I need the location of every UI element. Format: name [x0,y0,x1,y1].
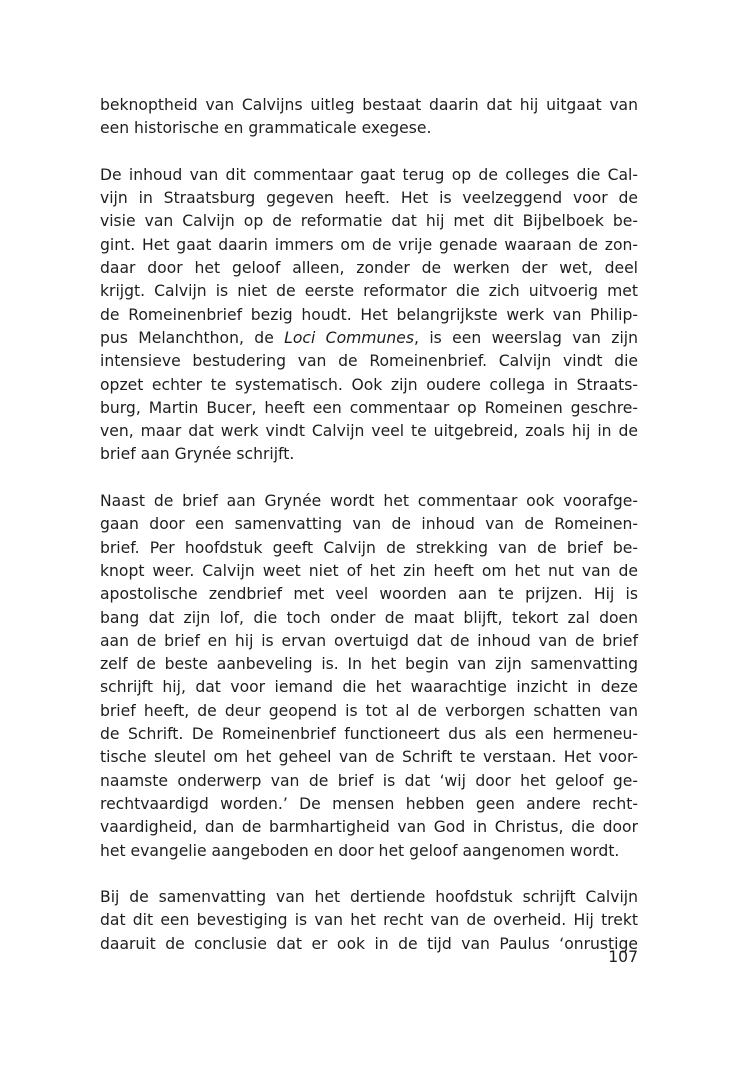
paragraphs [100,94,638,956]
text-segment: opzet echter te systematisch. Ook zijn oudere collega in Straats- [100,375,638,394]
text-segment: de Schrift. De Romeinenbrief functioneert dus als een hermeneu- [100,725,638,744]
text-line [100,840,638,863]
paragraph [100,94,638,141]
text-segment: tische sleutel om het geheel van de Schrift te verstaan. Het voor- [100,748,638,767]
text-segment: Naast de brief aan Grynée wordt het commentaar ook voorafge- [100,492,638,511]
text-segment: krijgt. Calvijn is niet de eerste reformator die zich uitvoerig met [100,282,638,301]
text-segment: ven, maar dat werk vindt Calvijn veel te uitgebreid, zoals hij in de [100,422,638,441]
text-segment: intensieve bestudering van de Romeinenbrief. Calvijn vindt die [100,352,638,371]
text-segment: daaruit de conclusie dat er ook in de tijd van Paulus ‘onrustige [100,934,638,953]
text-line [100,770,638,793]
text-segment: gaan door een samenvatting van de inhoud van de Romeinen- [100,515,638,534]
text-segment: rechtvaardigd worden.’ De mensen hebben geen andere recht- [100,794,638,813]
text-segment: knopt weer. Calvijn weet niet of het zin heeft om het nut van de [100,561,638,580]
paragraph [100,164,638,467]
text-segment: brief heeft, de deur geopend is tot al de verborgen schatten van [100,701,638,720]
text-line [100,630,638,653]
paragraph [100,886,638,956]
text-segment: aan de brief en hij is ervan overtuigd dat de inhoud van de brief [100,631,638,650]
text-line [100,187,638,210]
text-line [100,327,638,350]
text-line [100,397,638,420]
text-line [100,537,638,560]
text-segment: Bij de samenvatting van het dertiende hoofdstuk schrijft Calvijn [100,888,638,907]
text-segment: burg, Martin Bucer, heeft een commentaar op Romeinen geschre- [100,398,638,417]
text-segment: gint. Het gaat daarin immers om de vrije genade waaraan de zon- [100,235,638,254]
text-segment: , is een weerslag van zijn [413,328,638,347]
italic-title: Loci Communes [284,328,414,347]
text-line [100,746,638,769]
text-line [100,607,638,630]
text-line [100,164,638,187]
text-line [100,443,638,466]
text-line [100,304,638,327]
text-segment: het evangelie aangeboden en door het geloof aangenomen wordt. [100,841,620,860]
text-line [100,420,638,443]
paragraph [100,490,638,863]
text-segment: apostolische zendbrief met veel woorden aan te prijzen. Hij is [100,585,638,604]
text-segment: zelf de beste aanbeveling is. In het begin van zijn samenvatting [100,655,638,674]
text-line [100,280,638,303]
text-segment: brief. Per hoofdstuk geeft Calvijn de strekking van de brief be- [100,538,638,557]
text-line [100,676,638,699]
text-segment: dat dit een bevestiging is van het recht van de overheid. Hij trekt [100,911,638,930]
text-line [100,700,638,723]
text-segment: daar door het geloof alleen, zonder de werken der wet, deel [100,259,638,278]
text-segment: beknoptheid van Calvijns uitleg bestaat daarin dat hij uitgaat van [100,96,638,114]
text-line [100,234,638,257]
text-line [100,816,638,839]
text-segment: naamste onderwerp van de brief is dat ‘wij door het geloof ge- [100,771,638,790]
text-line [100,513,638,536]
text-line [100,560,638,583]
text-line [100,909,638,932]
text-line [100,583,638,606]
text-line [100,117,638,140]
text-line [100,653,638,676]
text-line [100,374,638,397]
text-segment: vijn in Straatsburg gegeven heeft. Het is veelzeggend voor de [100,189,638,208]
text-line [100,886,638,909]
text-segment: vaardigheid, dan de barmhartigheid van God in Christus, die door [100,818,638,837]
text-segment: pus Melanchthon, de [100,328,285,347]
text-segment: schrijft hij, dat voor iemand die het waarachtige inzicht in deze [100,678,638,697]
document-body [100,94,638,979]
text-segment: bang dat zijn lof, die toch onder de maat blijft, tekort zal doen [100,608,638,627]
text-segment: brief aan Grynée schrijft. [100,445,295,464]
text-segment: de Romeinenbrief bezig houdt. Het belangrijkste werk van Philip- [100,305,638,324]
text-line [100,94,638,117]
text-line [100,210,638,233]
text-line [100,490,638,513]
text-line [100,793,638,816]
text-segment: een historische en grammaticale exegese. [100,119,432,138]
page-number: 107 [608,948,638,966]
text-line [100,257,638,280]
text-segment: visie van Calvijn op de reformatie dat hij met dit Bijbelboek be- [100,212,638,231]
text-line [100,723,638,746]
text-line [100,350,638,373]
text-segment: De inhoud van dit commentaar gaat terug op de colleges die Cal- [100,165,638,184]
text-line [100,933,638,956]
